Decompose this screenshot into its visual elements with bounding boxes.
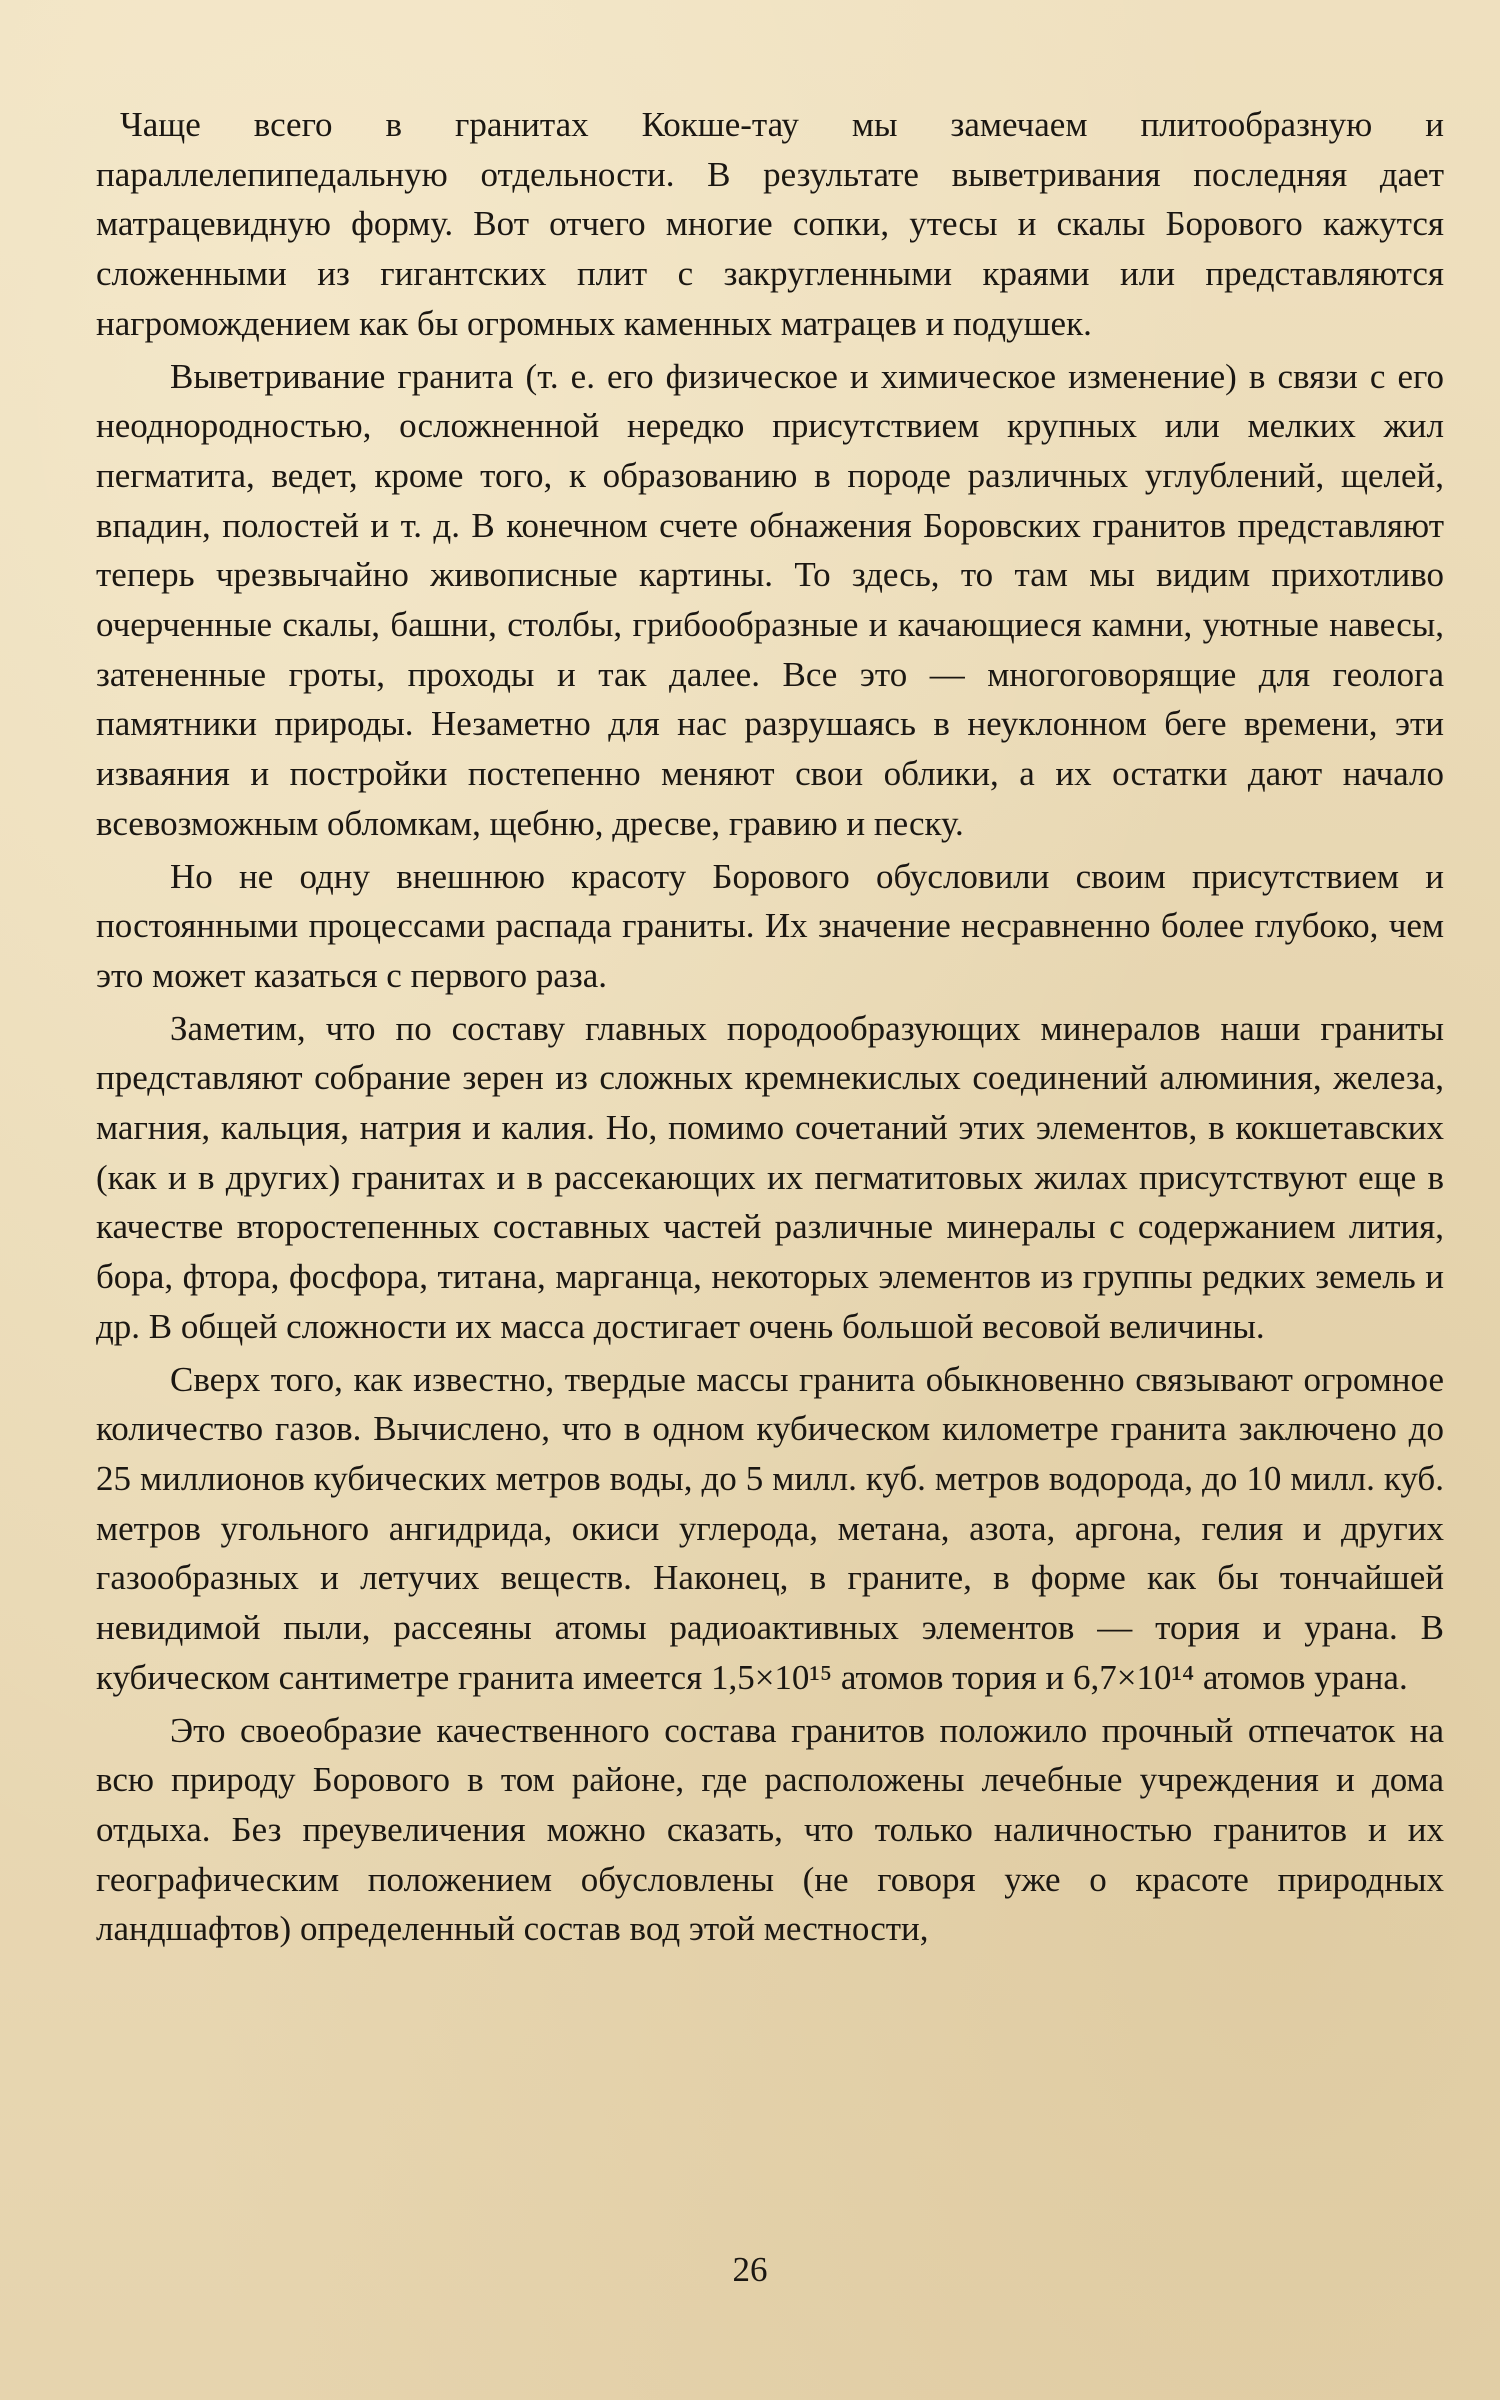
body-text — [96, 100, 1444, 1954]
paragraph-significance: Но не одну внешнюю красоту Борового обусловили своим присутствием и постоянными процессами распада граниты. Их значение несравненно более глубоко, чем это может казаться с первого раза. — [96, 856, 1444, 995]
paragraph-gases-radioactivity: Сверх того, как известно, твердые массы гранита обыкновенно связывают огромное количество газов. Вычислено, что в одном кубическом километре гранита заключено до 25 миллионов кубических метров воды, до 5 милл. куб. метров водорода, до 10 милл. куб. метров угольного ангидрида, окиси углерода, метана, азота, аргона, гелия и других газообразных и летучих веществ. Наконец, в граните, в форме как бы тончайшей невидимой пыли, рассеяны атомы радиоактивных элементов — тория и урана. В кубическом сантиметре гранита имеется 1,5×10¹⁵ атомов тория и 6,7×10¹⁴ атомов урана. — [96, 1359, 1444, 1697]
paragraph-mineral-composition: Заметим, что по составу главных породообразующих минералов наши граниты представляют собрание зерен из сложных кремнекислых соединений алюминия, железа, магния, кальция, натрия и калия. Но, помимо сочетаний этих элементов, в кокшетавских (как и в других) гранитах и в рассекающих их пегматитовых жилах присутствуют еще в качестве второстепенных составных частей различные минералы с содержанием лития, бора, фтора, фосфора, титана, марганца, некоторых элементов из группы редких земель и др. В общей сложности их масса достигает очень большой весовой величины. — [96, 1008, 1444, 1346]
paragraph-jointing: Чаще всего в гранитах Кокше-тау мы замечаем плитообразную и параллелепипедальную отдельности. В результате выветривания последняя дает матрацевидную форму. Вот отчего многие сопки, утесы и скалы Борового кажутся сложенными из гигантских плит с закругленными краями или представляются нагромождением как бы огромных каменных матрацев и подушек. — [96, 105, 1444, 343]
page-number: 26 — [732, 2250, 768, 2289]
paragraph-nature-imprint: Это своеобразие качественного состава гранитов положило прочный отпечаток на всю природу Борового в том районе, где расположены лечебные учреждения и дома отдыха. Без преувеличения можно сказать, что только наличностью гранитов и их географическим положением обусловлены (не говоря уже о красоте природных ландшафтов) определенный состав вод этой местности, — [96, 1710, 1444, 1949]
paragraph-weathering: Выветривание гранита (т. е. его физическое и химическое изменение) в связи с его неоднородностью, осложненной нередко присутствием крупных или мелких жил пегматита, ведет, кроме того, к образованию в породе различных углублений, щелей, впадин, полостей и т. д. В конечном счете обнажения Боровских гранитов представляют теперь чрезвычайно живописные картины. То здесь, то там мы видим прихотливо очерченные скалы, башни, столбы, грибообразные и качающиеся камни, уютные навесы, затененные гроты, проходы и так далее. Все это — многоговорящие для геолога памятники природы. Незаметно для нас разрушаясь в неуклонном беге времени, эти изваяния и постройки постепенно меняют свои облики, а их остатки дают начало всевозможным обломкам, щебню, дресве, гравию и песку. — [96, 356, 1444, 843]
